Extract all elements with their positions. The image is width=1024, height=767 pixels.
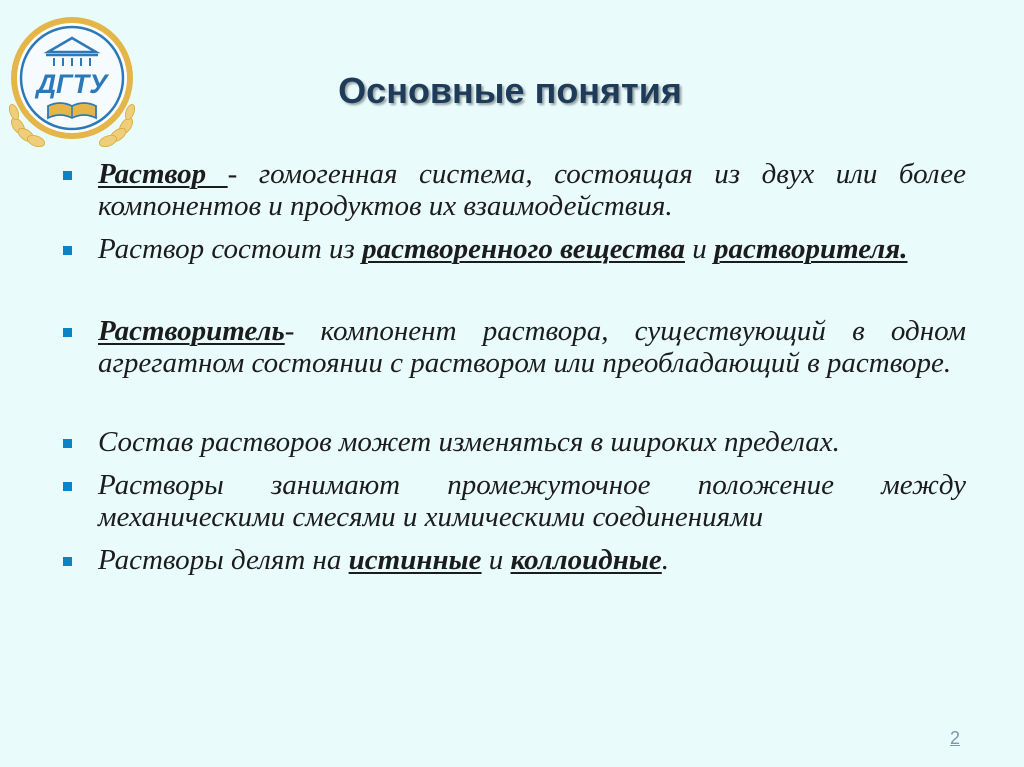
square-bullet-icon bbox=[63, 246, 72, 255]
item-text: и bbox=[481, 544, 511, 576]
bullet-item bbox=[60, 469, 966, 533]
university-logo bbox=[8, 14, 136, 148]
item-text: и bbox=[684, 233, 714, 265]
term-solvent: растворителя. bbox=[713, 233, 908, 265]
square-bullet-icon bbox=[63, 557, 72, 566]
bullet-item bbox=[60, 233, 966, 265]
bullet-item bbox=[60, 158, 966, 222]
bullet-list bbox=[60, 158, 966, 576]
term-rastvoritel: Растворитель bbox=[98, 315, 285, 347]
logo-lettering: ДГТУ bbox=[36, 69, 108, 99]
bullet-item bbox=[60, 315, 966, 379]
bullet-item bbox=[60, 426, 966, 458]
item-text: . bbox=[661, 544, 670, 576]
item-text: Растворы делят на bbox=[98, 544, 349, 576]
square-bullet-icon bbox=[63, 482, 72, 491]
square-bullet-icon bbox=[63, 439, 72, 448]
page-number: 2 bbox=[950, 728, 961, 748]
square-bullet-icon bbox=[63, 171, 72, 180]
term-true-solutions: истинные bbox=[348, 544, 482, 576]
item-text: Раствор состоит из bbox=[98, 233, 363, 265]
term-colloidal: коллоидные bbox=[510, 544, 662, 576]
item-text: Растворы занимают промежуточное положение между механическими смесями и химическими соединениями bbox=[98, 469, 966, 533]
bullet-item bbox=[60, 544, 966, 576]
term-rastvor: Раствор bbox=[98, 158, 228, 190]
item-text: Состав растворов может изменяться в широких пределах. bbox=[98, 426, 840, 458]
definition-text: - компонент раствора, существующий в одном агрегатном состоянии с раствором или преобладающий в растворе. bbox=[98, 315, 966, 379]
slide-title: Основные понятия bbox=[338, 70, 682, 111]
definition-text: - гомогенная система, состоящая из двух или более компонентов и продуктов их взаимодействия. bbox=[98, 158, 966, 222]
square-bullet-icon bbox=[63, 328, 72, 337]
term-dissolved-substance: растворенного вещества bbox=[362, 233, 685, 265]
